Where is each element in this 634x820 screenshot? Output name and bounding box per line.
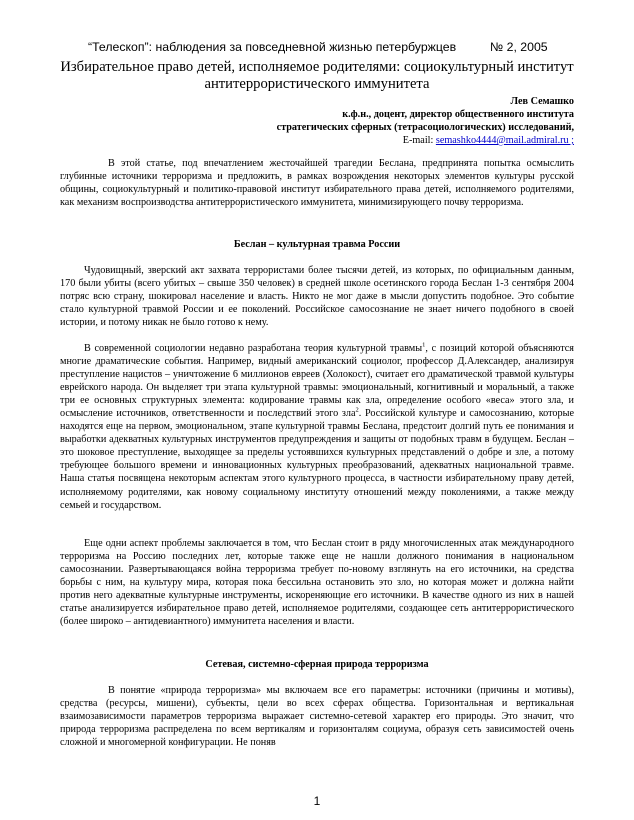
section-heading-beslan: Беслан – культурная травма России [233, 239, 401, 250]
email-label: E-mail: [402, 135, 434, 146]
paragraph-text: . Российской культуре и самосознанию, которые находятся еще на первом, эмоциональном, этапе культурной травмы Беслана, предстоит долгий путь ее понимания и выработки адекватных культурных инструментов предупреждения и защиты от подобных травм в будущем. Беслан – это шоковое преступление, выходящее за пределы устоявшихся культурных представлений о добре и зле, а потому требующее большого времени и инновационных культурных преобразований, адекватных национальной травме. Наша статья посвящена некоторым аспектам этого культурного процесса, в частности избирательному праву детей, исполняемому родителями, как новому социальному институту отношений между поколениями, а также между семьей и государством. [60, 408, 574, 511]
paragraph-text: В современной социологии недавно разработана теория культурной травмы [84, 343, 423, 354]
author-email-line [60, 134, 574, 147]
running-header [88, 40, 558, 54]
article-title: Избирательное право детей, исполняемое родителями: социокультурный институт антитеррористического иммунитета [60, 59, 574, 92]
journal-title: “Телескоп”: наблюдения за повседневной жизнью петербуржцев [88, 40, 457, 54]
section-heading-network: Сетевая, системно-сферная природа терроризма [205, 659, 429, 670]
author-block [60, 95, 574, 147]
footnote-ref-2[interactable]: 2 [355, 406, 359, 414]
email-link[interactable]: semashko4444@mail.admiral.ru ; [435, 135, 574, 146]
page-number: 1 [313, 794, 321, 808]
paragraph-beslan-1: Чудовищный, зверский акт захвата террористами более тысячи детей, из которых, по официальным данным, 170 были убиты (всего убитых – свыше 350 человек) в средней школе осетинского города Беслан 1-3 сентября 2004 потряс всю страну, шокировал население и власть. Никто не мог даже в мысли допустить подобное. Это событие стало культурной травмой России и ее поколений. Российское самосознание не знает ничего подобного в своей истории, и потому никак не было готово к нему. [60, 265, 574, 329]
paragraph-beslan-2 [60, 342, 574, 512]
footnote-ref-1[interactable]: 1 [422, 341, 426, 349]
paragraph-text: , с позиций которой объясняются многие драматические события. Например, видный американский социолог, профессор Д.Александер, анализируя преступление нацистов – уничтожение 6 миллионов евреев (Холокост), считает его драматической травмой культуры еврейского народа. Он выделяет три этапа культурной травмы: эмоциональный, когнитивный и моральный, а также три ее основных структурных элемента: кодирование травмы как зла, определение особого «веса» этого зла, и осмысление источников, ответственности и последствий этого зла [60, 343, 574, 420]
abstract-paragraph: В этой статье, под впечатлением жесточайшей трагедии Беслана, предпринята попытка осмыслить глубинные источники терроризма и предложить, в рамках возрождения некоторых элементов культуры русской общины, социокультурный и политико-правовой институт избирательного права детей, исполняемого родителями, как механизм воспроизводства антитеррористического иммунитета, минимизирующего почву терроризма. [60, 158, 574, 209]
author-institute: стратегических сферных (тетрасоциологических) исследований, [276, 122, 574, 133]
paragraph-network-1: В понятие «природа терроризма» мы включаем все его параметры: источники (причины и мотивы), средства (ресурсы, мишени), субъекты, цели во всех сферах общества. Горизонтальная и вертикальная взаимозависимости параметров терроризма выражает системно-сетевой характер его природы. Это значит, что природа терроризма распределена по всем вертикалям и горизонталям социума, образуя сеть зависимостей очень сложной и многомерной конфигурации. Не поняв [60, 685, 574, 749]
issue-number: № 2, 2005 [490, 40, 548, 54]
author-position: к.ф.н., доцент, директор общественного института [342, 109, 574, 120]
author-name: Лев Семашко [510, 96, 574, 107]
paragraph-beslan-3: Еще одни аспект проблемы заключается в том, что Беслан стоит в ряду многочисленных атак международного терроризма на Россию последних лет, которые также еще не нашли должного понимания в национальном самосознании. Развертывающаяся война терроризма требует по-новому взглянуть на его источники, на средства борьбы с ним, на культуру мира, которая пока бессильна остановить это зло, но которая может и должна найти против него адекватные культурные инструменты, искореняющие его источники. В качестве одного из них в нашей статье анализируется избирательное право детей, исполняемое родителями, создающее сеть антитеррористического (более широко – антидевиантного) иммунитета населения и власти. [60, 538, 574, 628]
